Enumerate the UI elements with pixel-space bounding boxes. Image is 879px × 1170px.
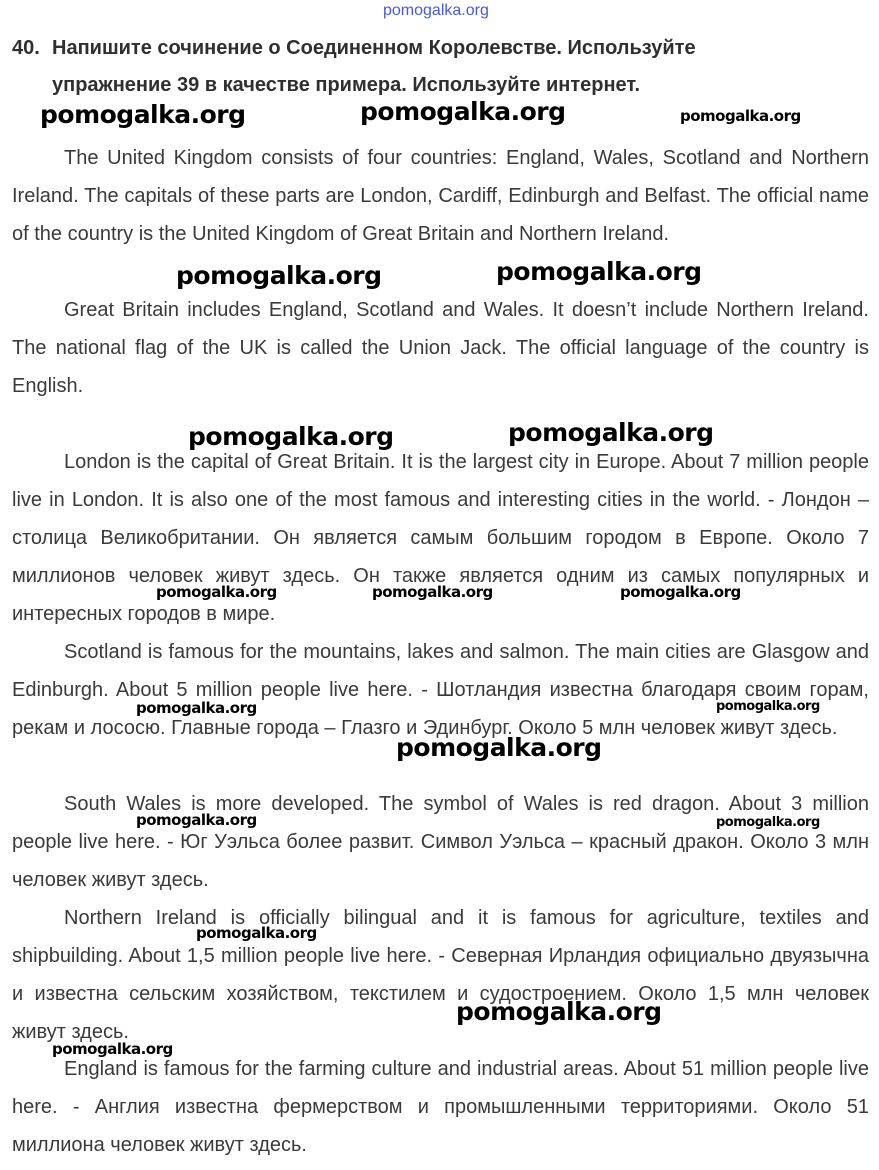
watermark: pomogalka.org [716,815,820,830]
watermark: pomogalka.org [176,261,382,290]
watermark: pomogalka.org [372,583,493,601]
watermark: pomogalka.org [620,583,741,601]
paragraph-london: London is the capital of Great Britain. It is the largest city in Europe. About 7 million people live in London. It is also one of the most famous and interesting cities in the world. - Лондон – столица Великобритании. Он является самым большим городом в Европе. Около 7 миллионов человек живут здесь. Он также является одним из самых популярных и интересных городов в мире. [12,451,869,625]
paragraph-uk-overview: The United Kingdom consists of four countries: England, Wales, Scotland and Northern Ireland. The capitals of these parts are London, Cardiff, Edinburgh and Belfast. The official name of the country is the United Kingdom of Great Britain and Northern Ireland. [12,147,869,245]
watermark: pomogalka.org [52,1040,173,1058]
paragraph-great-britain: Great Britain includes England, Scotland and Wales. It doesn’t include Northern Ireland. The national flag of the UK is called the Union Jack. The official language of the country is English. [12,299,869,397]
paragraph-scotland: Scotland is famous for the mountains, lakes and salmon. The main cities are Glasgow and Edinburgh. About 5 million people live here. - Шотландия известна благодаря своим горам, рекам и лососю. Главные города – Глазго и Эдинбург. Около 5 млн человек живут здесь. [12,641,869,739]
watermark: pomogalka.org [360,97,566,126]
watermark: pomogalka.org [136,699,257,717]
task-line-1: Напишите сочинение о Соединенном Королевстве. Используйте [52,37,696,59]
watermark: pomogalka.org [156,583,277,601]
watermark: pomogalka.org [716,699,820,714]
task-number: 40. [12,37,40,59]
watermark: pomogalka.org [196,924,317,942]
paragraph-northern-ireland: Northern Ireland is officially bilingual and it is famous for agriculture, textiles and shipbuilding. About 1,5 million people live here. - Северная Ирландия официально двуязычна и известна сельским хозяйством, текстилем и судостроением. Около 1,5 млн человек живут здесь. [12,907,869,1043]
paragraph-england: England is famous for the farming culture and industrial areas. About 51 million people live here. - Англия известна фермерством и промышленными территориями. Около 51 миллиона человек живут здесь. [12,1058,869,1156]
watermark: pomogalka.org [136,811,257,829]
task-heading [12,30,868,104]
watermark: pomogalka.org [188,422,394,451]
watermark: pomogalka.org [40,100,246,129]
header-watermark: pomogalka.org [383,2,489,19]
watermark: pomogalka.org [680,107,801,125]
paragraph-wales: South Wales is more developed. The symbol of Wales is red dragon. About 3 million people live here. - Юг Уэльса более развит. Символ Уэльса – красный дракон. Около 3 млн человек живут здесь. [12,793,869,891]
watermark: pomogalka.org [456,997,662,1026]
watermark: pomogalka.org [496,257,702,286]
watermark: pomogalka.org [508,418,714,447]
task-line-2: упражнение 39 в качестве примера. Используйте интернет. [52,74,641,96]
watermark: pomogalka.org [396,733,602,762]
